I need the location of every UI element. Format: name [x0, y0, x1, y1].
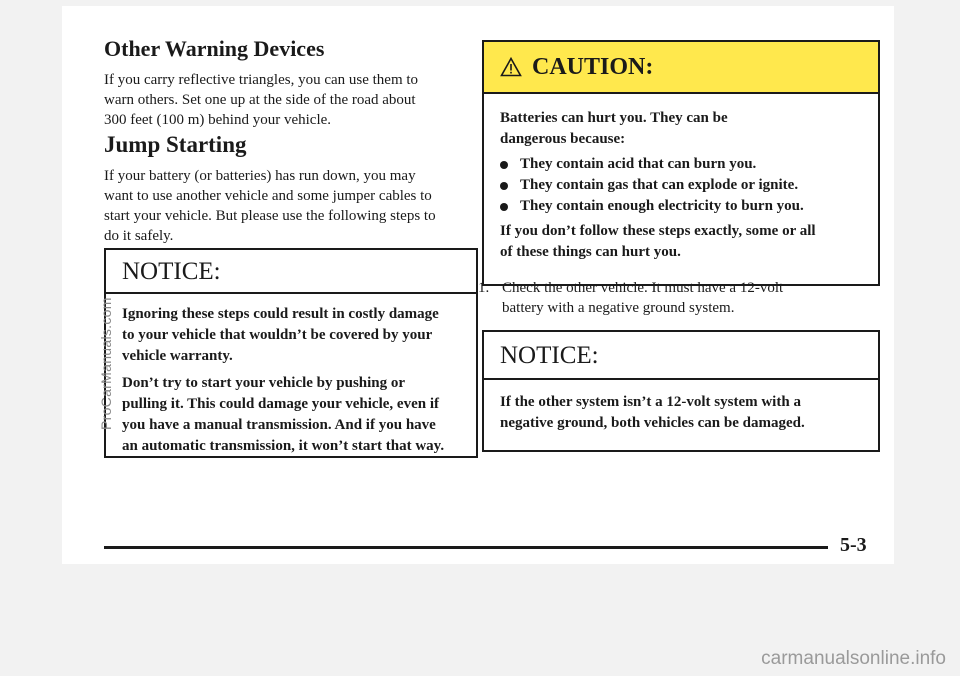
- notice-line: Ignoring these steps could result in costly damage: [122, 306, 439, 322]
- other-warning-devices-heading: Other Warning Devices: [104, 36, 325, 61]
- notice-title: NOTICE:: [500, 342, 599, 369]
- step-line: battery with a negative ground system.: [502, 300, 735, 316]
- footer-rule: [104, 546, 828, 549]
- text-line: If you carry reflective triangles, you can use them to: [104, 72, 419, 88]
- bottom-watermark: carmanualsonline.info: [761, 648, 946, 669]
- text-line: If your battery (or batteries) has run down, you may: [104, 168, 416, 184]
- side-watermark: ProCarManuals.com: [98, 297, 114, 430]
- list-item: [500, 175, 878, 196]
- text-line: do it safely.: [104, 228, 174, 244]
- warning-triangle-icon: [500, 57, 522, 77]
- caution-bullet-list: [500, 154, 878, 217]
- text-line: start your vehicle. But please use the following steps to: [104, 208, 436, 224]
- list-item: [500, 196, 878, 217]
- step-number: 1.: [478, 280, 490, 296]
- bullet-icon: [500, 182, 508, 190]
- notice-line: an automatic transmission, it won’t start that way.: [122, 438, 445, 454]
- other-warning-devices-text: [104, 70, 464, 130]
- notice-line: to your vehicle that wouldn’t be covered by your: [122, 327, 433, 343]
- text-line: want to use another vehicle and some jumper cables to: [104, 188, 432, 204]
- caution-header: [484, 42, 878, 94]
- page-number: 5-3: [840, 534, 867, 556]
- caution-outro-line: If you don’t follow these steps exactly, some or all: [500, 223, 816, 239]
- caution-box-batteries: [482, 40, 880, 286]
- notice-line: If the other system isn’t a 12-volt system with a: [500, 394, 801, 410]
- notice-title: NOTICE:: [122, 258, 221, 285]
- manual-page: [62, 6, 894, 564]
- text-line: 300 feet (100 m) behind your vehicle.: [104, 112, 332, 128]
- bullet-text: They contain gas that can explode or ignite.: [520, 177, 799, 193]
- bullet-text: They contain acid that can burn you.: [520, 156, 757, 172]
- notice-line: pulling it. This could damage your vehicle, even if: [122, 396, 439, 412]
- jump-starting-heading: Jump Starting: [104, 132, 247, 157]
- list-item: [500, 154, 878, 175]
- notice-body: [106, 294, 476, 457]
- step-line: Check the other vehicle. It must have a 12-volt: [502, 280, 784, 296]
- caution-title: CAUTION:: [532, 53, 654, 80]
- notice-body: [484, 380, 878, 434]
- notice-box-damage: [104, 248, 478, 458]
- notice-line: Don’t try to start your vehicle by pushing or: [122, 375, 406, 391]
- caution-outro-line: of these things can hurt you.: [500, 244, 681, 260]
- jump-starting-text: [104, 166, 474, 246]
- notice-line: you have a manual transmission. And if you have: [122, 417, 436, 433]
- bullet-text: They contain enough electricity to burn you.: [520, 198, 804, 214]
- caution-intro-line: Batteries can hurt you. They can be: [500, 110, 728, 126]
- bullet-icon: [500, 203, 508, 211]
- notice-line: vehicle warranty.: [122, 348, 233, 364]
- bullet-icon: [500, 161, 508, 169]
- text-line: warn others. Set one up at the side of the road about: [104, 92, 416, 108]
- notice-line: negative ground, both vehicles can be damaged.: [500, 415, 805, 431]
- step-1: [478, 278, 878, 318]
- notice-box-ground-system: [482, 330, 880, 452]
- caution-body: [484, 94, 878, 263]
- caution-intro-line: dangerous because:: [500, 131, 626, 147]
